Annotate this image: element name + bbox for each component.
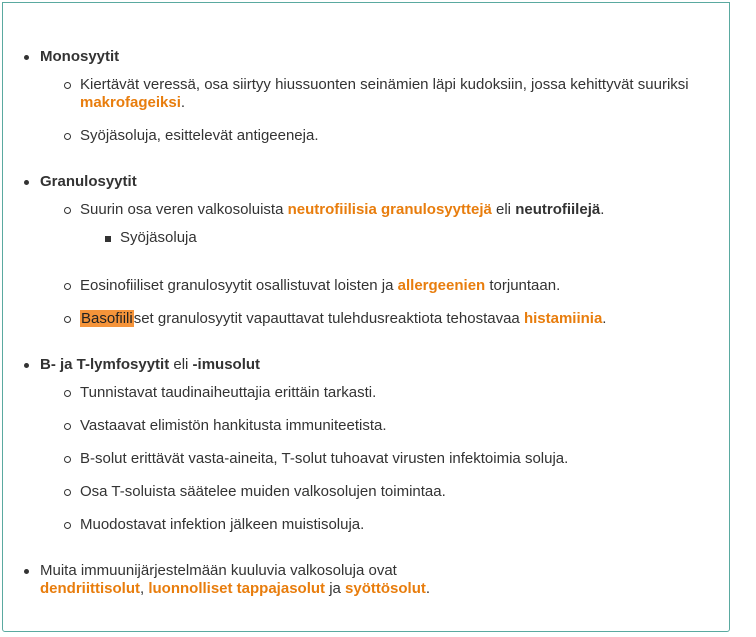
list-item bbox=[63, 450, 713, 468]
item-end: torjuntaan. bbox=[485, 277, 561, 294]
link-luonnolliset-tappajasolut[interactable]: luonnolliset tappajasolut bbox=[148, 580, 326, 597]
item-mid: eli bbox=[491, 201, 516, 218]
list-item bbox=[63, 384, 713, 402]
text-selection-highlight: Basofiili bbox=[81, 310, 133, 327]
bold-neutrofiileja: neutrofiilejä bbox=[515, 201, 601, 218]
item-text: Eosinofiiliset granulosyytit osallistuvat loisten ja bbox=[80, 277, 398, 294]
cell-types-list bbox=[23, 48, 713, 598]
granulosyytit-sublist bbox=[40, 201, 713, 328]
item-text: B-solut erittävät vasta-aineita, T-solut tuhoavat virusten infektoimia soluja. bbox=[80, 450, 569, 467]
list-item-monosyytit bbox=[23, 48, 713, 145]
list-item-lymfosyytit bbox=[23, 356, 713, 534]
item-end: . bbox=[602, 310, 607, 327]
item-text: Muita immuunijärjestelmään kuuluvia valkosoluja ovat bbox=[40, 562, 397, 579]
separator: ja bbox=[325, 580, 346, 597]
item-text: set granulosyytit vapauttavat tulehdusreaktiota tehostavaa bbox=[133, 310, 524, 327]
item-text: Tunnistavat taudinaiheuttajia erittäin tarkasti. bbox=[80, 384, 377, 401]
list-item bbox=[63, 516, 713, 534]
list-item-granulosyytit bbox=[23, 173, 713, 328]
link-dendriittisolut[interactable]: dendriittisolut bbox=[40, 580, 140, 597]
link-makrofageiksi[interactable]: makrofageiksi bbox=[80, 94, 181, 111]
list-item bbox=[63, 76, 713, 112]
item-text: Osa T-soluista säätelee muiden valkosolujen toimintaa. bbox=[80, 483, 446, 500]
list-item bbox=[63, 310, 713, 328]
item-text: Syöjäsoluja bbox=[120, 229, 197, 246]
section-title-monosyytit: Monosyytit bbox=[40, 48, 120, 65]
neutrofiilit-sublist bbox=[80, 229, 713, 247]
content-frame bbox=[2, 2, 730, 632]
item-text: Suurin osa veren valkosoluista bbox=[80, 201, 288, 218]
monosyytit-sublist bbox=[40, 76, 713, 145]
item-text: Vastaavat elimistön hankitusta immuniteetista. bbox=[80, 417, 387, 434]
link-allergeenien[interactable]: allergeenien bbox=[397, 277, 486, 294]
section-title-lymfosyytit: B- ja T-lymfosyytit bbox=[40, 356, 170, 373]
item-text: Syöjäsoluja, esittelevät antigeeneja. bbox=[80, 127, 319, 144]
title-mid: eli bbox=[169, 356, 193, 373]
list-item bbox=[63, 201, 713, 247]
content-area bbox=[23, 48, 713, 598]
title-imusolut: -imusolut bbox=[192, 356, 261, 373]
list-item-muut-valkosolut bbox=[23, 562, 713, 598]
item-end: . bbox=[425, 580, 431, 597]
list-item bbox=[63, 277, 713, 295]
link-histamiinia[interactable]: histamiinia bbox=[523, 310, 603, 327]
list-item bbox=[63, 483, 713, 501]
item-end: . bbox=[600, 201, 605, 218]
section-title-granulosyytit: Granulosyytit bbox=[40, 173, 137, 190]
item-end: . bbox=[180, 94, 186, 111]
list-item bbox=[63, 127, 713, 145]
link-neutrofiilisia-granulosyytteja[interactable]: neutrofiilisia granulosyyttejä bbox=[287, 201, 492, 218]
item-text: Kiertävät veressä, osa siirtyy hiussuonten seinämien läpi kudoksiin, jossa kehittyvät suuriksi bbox=[80, 76, 689, 93]
lymfosyytit-sublist bbox=[40, 384, 713, 534]
link-syottosolut[interactable]: syöttösolut bbox=[345, 580, 426, 597]
separator: , bbox=[140, 580, 149, 597]
list-item bbox=[103, 229, 713, 247]
list-item bbox=[63, 417, 713, 435]
item-text: Muodostavat infektion jälkeen muistisoluja. bbox=[80, 516, 365, 533]
